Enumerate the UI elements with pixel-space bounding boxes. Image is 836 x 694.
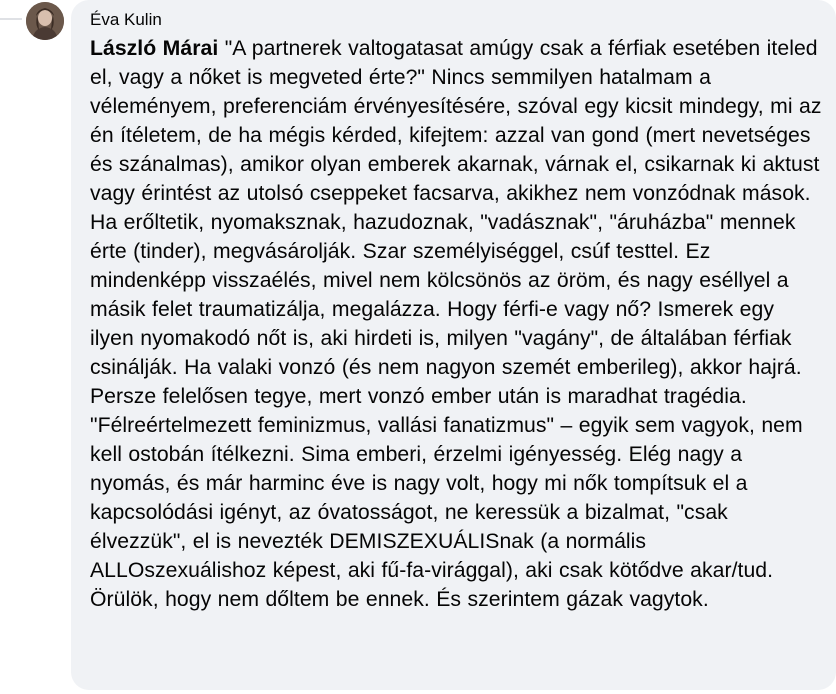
comment-author-name[interactable]: Éva Kulin	[90, 10, 162, 29]
avatar[interactable]	[26, 2, 64, 40]
profile-photo-icon	[26, 2, 64, 40]
thread-connector-line	[0, 18, 22, 20]
mention-link[interactable]: László Márai	[90, 37, 219, 60]
comment-text	[90, 34, 822, 614]
comment-body-text: "A partnerek valtogatasat amúgy csak a férfiak esetében iteled el, vagy a nőket is megveted érte?" Nincs semmilyen hatalmam a véleményem, preferenciám érvényesítésére, szóval egy kicsit mindegy, mi az én ítéletem, de ha mégis kérded, kifejtem: azzal van gond (mert nevetséges és szánalmas), amikor olyan emberek akarnak, várnak el, csikarnak ki aktust vagy érintést az utolsó cseppeket facsarva, akikhez nem vonzódnak mások. Ha erőltetik, nyomaksznak, hazudoznak, "vadásznak", "áruházba" mennek érte (tinder), megvásárolják. Szar személyiséggel, csúf testtel. Ez mindenképp visszaélés, mivel nem kölcsönös az öröm, és nagy eséllyel a másik felet traumatizálja, megalázza. Hogy férfi-e vagy nő? Ismerek egy ilyen nyomakodó nőt is, aki hirdeti is, milyen "vagány", de általában férfiak csinálják. Ha valaki vonzó (és nem nagyon szemét emberileg), akkor hajrá. Persze felelősen tegye, mert vonzó ember után is maradhat tragédia. "Félreértelmezett feminizmus, vallási fanatizmus" – egyik sem vagyok, nem kell ostobán ítélkezni. Sima emberi, érzelmi igényesség. Elég nagy a nyomás, és már harminc éve is nagy volt, hogy mi nők tompítsuk el a kapcsolódási igényt, az óvatosságot, ne keressük a bizalmat, "csak élvezzük", el is nevezték DEMISZEXUÁLISnak (a normális ALLOszexuálishoz képest, aki fű-fa-virággal), aki csak kötődve akar/tud. Örülök, hogy nem dőltem be ennek. És szerintem gázak vagytok.	[90, 37, 822, 611]
comment-bubble	[71, 0, 836, 690]
